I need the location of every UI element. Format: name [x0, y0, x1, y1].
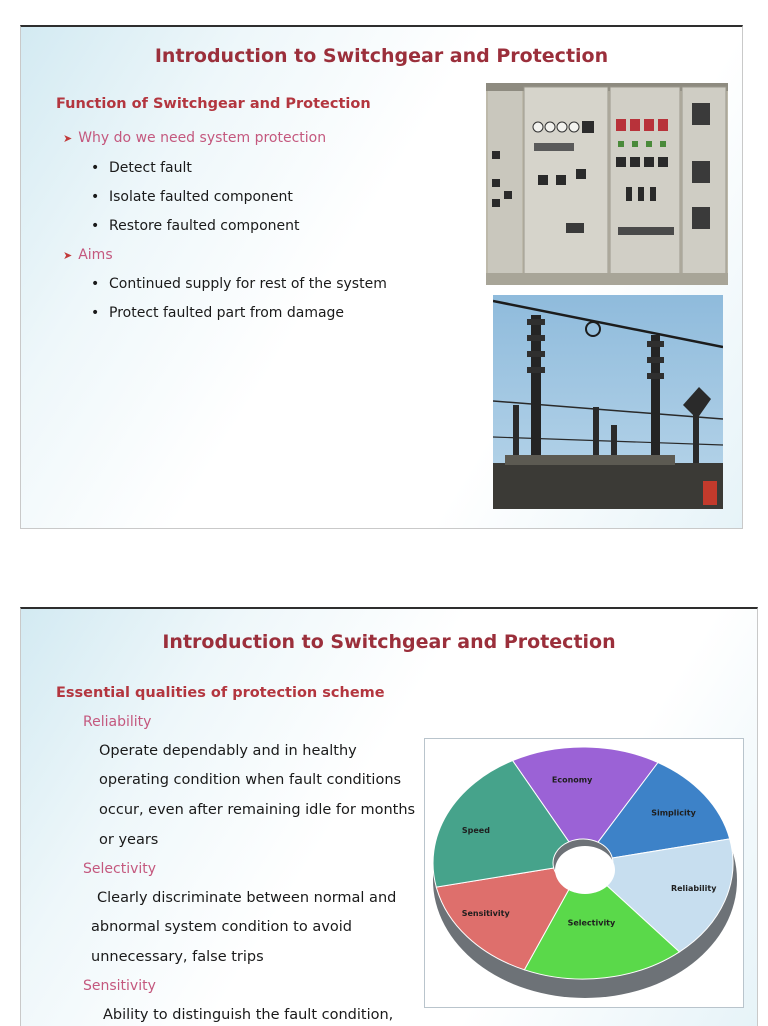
section-heading: Essential qualities of protection scheme: [56, 685, 385, 701]
quality-label-reliability: Reliability: [83, 714, 152, 730]
description-line: operating condition when fault conditions: [99, 772, 402, 788]
bullet-text: Restore faulted component: [109, 218, 300, 234]
quality-label-selectivity: Selectivity: [83, 861, 157, 877]
description-line: occur, even after remaining idle for months: [99, 802, 416, 818]
description-line: or years: [99, 832, 159, 848]
bullet-dot-icon: •: [91, 160, 100, 176]
wheel-label-selectivity: Selectivity: [567, 918, 616, 928]
description-line: Operate dependably and in healthy: [99, 743, 357, 759]
description-line: Ability to distinguish the fault condition,: [103, 1007, 394, 1023]
bullet-dot-icon: •: [91, 189, 100, 205]
slide-title: Introduction to Switchgear and Protection: [154, 45, 609, 67]
description-line: Clearly discriminate between normal and: [97, 890, 397, 906]
bullet-text: Continued supply for rest of the system: [109, 276, 387, 292]
bullet-dot-icon: •: [91, 218, 100, 234]
quality-wheel-diagram: [424, 738, 744, 1008]
slide-title: Introduction to Switchgear and Protection: [162, 631, 616, 653]
arrow-item-aims: [63, 247, 113, 263]
bullet-item: [91, 276, 387, 292]
description-line: unnecessary, false trips: [91, 949, 264, 965]
quality-wheel-svg: [425, 739, 743, 1007]
wheel-label-economy: Economy: [551, 775, 593, 785]
wheel-label-sensitivity: Sensitivity: [461, 908, 510, 918]
arrow-item-why-protection: [63, 130, 326, 146]
section-heading: Function of Switchgear and Protection: [56, 96, 371, 112]
quality-label-sensitivity: Sensitivity: [83, 978, 156, 994]
arrow-item-label: Why do we need system protection: [78, 130, 327, 146]
bullet-text: Protect faulted part from damage: [109, 305, 345, 321]
bullet-text: Isolate faulted component: [109, 189, 293, 205]
bullet-item: [91, 305, 344, 321]
arrow-bullet-icon: ➤: [63, 249, 73, 262]
wheel-label-speed: Speed: [461, 825, 490, 835]
wheel-label-simplicity: Simplicity: [651, 808, 696, 818]
slide-2: [20, 607, 758, 1026]
arrow-item-label: Aims: [78, 247, 113, 263]
bullet-item: [91, 160, 192, 176]
bullet-item: [91, 218, 299, 234]
description-line: abnormal system condition to avoid: [91, 919, 352, 935]
bullet-text: Detect fault: [109, 160, 192, 176]
arrow-bullet-icon: ➤: [63, 132, 73, 145]
bullet-dot-icon: •: [91, 276, 100, 292]
slide-1: [20, 25, 743, 529]
bullet-item: [91, 189, 293, 205]
substation-isolator-photo: [493, 295, 723, 509]
wheel-label-reliability: Reliability: [670, 883, 717, 893]
switchgear-panel-photo: [486, 83, 728, 285]
bullet-dot-icon: •: [91, 305, 100, 321]
wheel-center-hole: [555, 846, 615, 894]
